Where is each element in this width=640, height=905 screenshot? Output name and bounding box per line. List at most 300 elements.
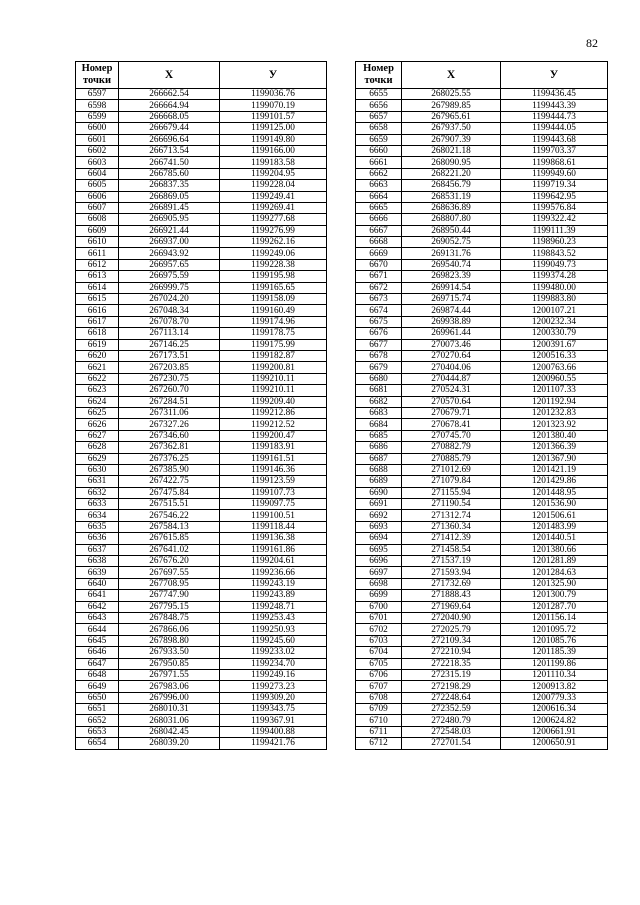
table-row [356, 612, 608, 623]
cell-point-number: 6662 [356, 168, 402, 179]
cell-point-number: 6601 [76, 134, 119, 145]
table-row [76, 681, 327, 692]
cell-point-number: 6624 [76, 396, 119, 407]
cell-y: 1198843.52 [501, 248, 608, 259]
cell-point-number: 6680 [356, 373, 402, 384]
cell-point-number: 6676 [356, 328, 402, 339]
cell-y: 1199322.42 [501, 214, 608, 225]
table-row [76, 407, 327, 418]
cell-y: 1199400.88 [220, 726, 327, 737]
cell-x: 266957.65 [119, 259, 220, 270]
cell-y: 1199070.19 [220, 100, 327, 111]
table-row [76, 692, 327, 703]
cell-y: 1200661.91 [501, 726, 608, 737]
cell-y: 1199175.99 [220, 339, 327, 350]
cell-point-number: 6599 [76, 111, 119, 122]
cell-x: 272548.03 [402, 726, 501, 737]
cell-x: 267983.06 [119, 681, 220, 692]
cell-x: 267376.25 [119, 453, 220, 464]
cell-x: 268010.31 [119, 704, 220, 715]
cell-point-number: 6655 [356, 89, 402, 100]
cell-x: 267546.22 [119, 510, 220, 521]
cell-x: 268025.55 [402, 89, 501, 100]
cell-x: 272025.79 [402, 624, 501, 635]
cell-x: 269540.74 [402, 259, 501, 270]
cell-y: 1199107.73 [220, 487, 327, 498]
cell-x: 267203.85 [119, 362, 220, 373]
table-row [356, 544, 608, 555]
table-row [356, 464, 608, 475]
table-row [76, 590, 327, 601]
table-row [76, 259, 327, 270]
table-row [356, 100, 608, 111]
cell-y: 1199343.75 [220, 704, 327, 715]
cell-x: 266999.75 [119, 282, 220, 293]
cell-point-number: 6646 [76, 647, 119, 658]
table-row [356, 658, 608, 669]
cell-y: 1199309.20 [220, 692, 327, 703]
table-row [76, 339, 327, 350]
cell-point-number: 6700 [356, 601, 402, 612]
table-row [76, 168, 327, 179]
cell-y: 1201536.90 [501, 499, 608, 510]
table-row [76, 350, 327, 361]
cell-x: 272040.90 [402, 612, 501, 623]
table-row [356, 499, 608, 510]
cell-x: 267515.51 [119, 499, 220, 510]
cell-point-number: 6627 [76, 430, 119, 441]
cell-x: 270679.71 [402, 407, 501, 418]
table-row [356, 442, 608, 453]
table-row [76, 715, 327, 726]
cell-x: 271312.74 [402, 510, 501, 521]
table-row [356, 635, 608, 646]
cell-point-number: 6669 [356, 248, 402, 259]
cell-point-number: 6609 [76, 225, 119, 236]
cell-y: 1201284.63 [501, 567, 608, 578]
header-x: X [402, 62, 501, 89]
table-row [76, 578, 327, 589]
cell-y: 1200913.82 [501, 681, 608, 692]
table-row [76, 453, 327, 464]
table-row [356, 362, 608, 373]
cell-x: 266664.94 [119, 100, 220, 111]
cell-y: 1199249.06 [220, 248, 327, 259]
table-row [76, 635, 327, 646]
cell-point-number: 6704 [356, 647, 402, 658]
cell-point-number: 6694 [356, 533, 402, 544]
cell-x: 267078.70 [119, 316, 220, 327]
cell-x: 268636.89 [402, 202, 501, 213]
cell-point-number: 6702 [356, 624, 402, 635]
cell-point-number: 6661 [356, 157, 402, 168]
cell-x: 271969.64 [402, 601, 501, 612]
cell-x: 268031.06 [119, 715, 220, 726]
cell-x: 267048.34 [119, 305, 220, 316]
cell-point-number: 6630 [76, 464, 119, 475]
cell-y: 1199228.04 [220, 180, 327, 191]
cell-y: 1199100.51 [220, 510, 327, 521]
table-row [76, 134, 327, 145]
cell-x: 268090.95 [402, 157, 501, 168]
cell-y: 1201440.51 [501, 533, 608, 544]
cell-x: 267950.85 [119, 658, 220, 669]
cell-point-number: 6678 [356, 350, 402, 361]
table-row [356, 316, 608, 327]
cell-y: 1199248.71 [220, 601, 327, 612]
cell-x: 270444.87 [402, 373, 501, 384]
cell-point-number: 6632 [76, 487, 119, 498]
cell-point-number: 6617 [76, 316, 119, 327]
cell-x: 267362.81 [119, 442, 220, 453]
cell-point-number: 6682 [356, 396, 402, 407]
table-row [76, 624, 327, 635]
cell-x: 266662.54 [119, 89, 220, 100]
cell-x: 266713.54 [119, 145, 220, 156]
table-row [356, 533, 608, 544]
table-row [356, 453, 608, 464]
cell-point-number: 6614 [76, 282, 119, 293]
cell-point-number: 6628 [76, 442, 119, 453]
cell-x: 272198.29 [402, 681, 501, 692]
cell-x: 267866.06 [119, 624, 220, 635]
cell-y: 1199480.00 [501, 282, 608, 293]
cell-x: 268021.18 [402, 145, 501, 156]
cell-y: 1201366.39 [501, 442, 608, 453]
cell-point-number: 6711 [356, 726, 402, 737]
cell-x: 270678.41 [402, 419, 501, 430]
cell-point-number: 6664 [356, 191, 402, 202]
table-row [356, 590, 608, 601]
cell-x: 269715.74 [402, 294, 501, 305]
cell-y: 1201095.72 [501, 624, 608, 635]
cell-point-number: 6692 [356, 510, 402, 521]
cell-x: 266869.05 [119, 191, 220, 202]
table-row [76, 442, 327, 453]
table-row [76, 362, 327, 373]
cell-x: 266975.59 [119, 271, 220, 282]
table-row [76, 669, 327, 680]
cell-point-number: 6639 [76, 567, 119, 578]
cell-point-number: 6625 [76, 407, 119, 418]
cell-x: 268456.79 [402, 180, 501, 191]
cell-point-number: 6684 [356, 419, 402, 430]
table-row [76, 556, 327, 567]
cell-y: 1199101.57 [220, 111, 327, 122]
cell-y: 1201281.89 [501, 556, 608, 567]
cell-y: 1199703.37 [501, 145, 608, 156]
cell-y: 1199443.68 [501, 134, 608, 145]
cell-point-number: 6691 [356, 499, 402, 510]
cell-y: 1200391.67 [501, 339, 608, 350]
cell-point-number: 6605 [76, 180, 119, 191]
cell-x: 267708.95 [119, 578, 220, 589]
cell-point-number: 6693 [356, 521, 402, 532]
table-row [356, 202, 608, 213]
cell-x: 267641.02 [119, 544, 220, 555]
cell-y: 1199049.73 [501, 259, 608, 270]
cell-y: 1199262.16 [220, 237, 327, 248]
table-row [356, 385, 608, 396]
cell-y: 1200779.33 [501, 692, 608, 703]
cell-y: 1199436.45 [501, 89, 608, 100]
cell-x: 271012.69 [402, 464, 501, 475]
table-row [356, 157, 608, 168]
table-row [76, 738, 327, 749]
cell-x: 266668.05 [119, 111, 220, 122]
cell-y: 1199165.65 [220, 282, 327, 293]
table-row [76, 373, 327, 384]
cell-x: 267346.60 [119, 430, 220, 441]
cell-x: 267676.20 [119, 556, 220, 567]
cell-x: 270745.70 [402, 430, 501, 441]
header-point-number: Номер точки [76, 62, 119, 89]
cell-y: 1201192.94 [501, 396, 608, 407]
cell-x: 272480.79 [402, 715, 501, 726]
table-header-row [76, 62, 327, 89]
cell-x: 266905.95 [119, 214, 220, 225]
page-number: 82 [586, 36, 598, 50]
cell-x: 271412.39 [402, 533, 501, 544]
cell-point-number: 6683 [356, 407, 402, 418]
cell-x: 267965.61 [402, 111, 501, 122]
cell-y: 1199174.96 [220, 316, 327, 327]
cell-y: 1201380.40 [501, 430, 608, 441]
cell-y: 1201325.90 [501, 578, 608, 589]
cell-point-number: 6695 [356, 544, 402, 555]
cell-point-number: 6618 [76, 328, 119, 339]
cell-x: 267284.51 [119, 396, 220, 407]
cell-y: 1198960.23 [501, 237, 608, 248]
table-row [76, 191, 327, 202]
cell-point-number: 6707 [356, 681, 402, 692]
cell-point-number: 6675 [356, 316, 402, 327]
cell-point-number: 6660 [356, 145, 402, 156]
table-row [356, 692, 608, 703]
cell-point-number: 6634 [76, 510, 119, 521]
cell-y: 1199204.95 [220, 168, 327, 179]
cell-point-number: 6649 [76, 681, 119, 692]
cell-point-number: 6699 [356, 590, 402, 601]
table-row [356, 111, 608, 122]
cell-y: 1199212.52 [220, 419, 327, 430]
cell-point-number: 6612 [76, 259, 119, 270]
cell-point-number: 6597 [76, 89, 119, 100]
cell-point-number: 6703 [356, 635, 402, 646]
table-row [356, 168, 608, 179]
cell-x: 267697.55 [119, 567, 220, 578]
cell-x: 267898.80 [119, 635, 220, 646]
table-row [356, 476, 608, 487]
table-row [76, 726, 327, 737]
table-row [356, 715, 608, 726]
cell-y: 1200650.91 [501, 738, 608, 749]
cell-y: 1199444.73 [501, 111, 608, 122]
cell-x: 267907.39 [402, 134, 501, 145]
table-row [76, 601, 327, 612]
cell-point-number: 6674 [356, 305, 402, 316]
table-row [356, 487, 608, 498]
table-row [76, 521, 327, 532]
cell-point-number: 6679 [356, 362, 402, 373]
cell-point-number: 6643 [76, 612, 119, 623]
cell-x: 267311.06 [119, 407, 220, 418]
cell-x: 271155.94 [402, 487, 501, 498]
cell-point-number: 6653 [76, 726, 119, 737]
cell-y: 1199269.41 [220, 202, 327, 213]
table-row [356, 248, 608, 259]
cell-point-number: 6712 [356, 738, 402, 749]
table-row [76, 157, 327, 168]
cell-y: 1199243.89 [220, 590, 327, 601]
cell-y: 1199146.36 [220, 464, 327, 475]
cell-x: 266937.00 [119, 237, 220, 248]
cell-point-number: 6709 [356, 704, 402, 715]
cell-x: 270882.79 [402, 442, 501, 453]
table-row [356, 396, 608, 407]
cell-point-number: 6672 [356, 282, 402, 293]
header-x: X [119, 62, 220, 89]
table-row [356, 726, 608, 737]
cell-x: 270570.64 [402, 396, 501, 407]
cell-y: 1199097.75 [220, 499, 327, 510]
table-row [76, 544, 327, 555]
cell-x: 267173.51 [119, 350, 220, 361]
cell-x: 269823.39 [402, 271, 501, 282]
cell-y: 1199166.00 [220, 145, 327, 156]
cell-x: 266891.45 [119, 202, 220, 213]
cell-y: 1199443.39 [501, 100, 608, 111]
cell-y: 1199200.47 [220, 430, 327, 441]
cell-y: 1199245.60 [220, 635, 327, 646]
table-row [356, 567, 608, 578]
cell-y: 1201429.86 [501, 476, 608, 487]
cell-point-number: 6631 [76, 476, 119, 487]
cell-point-number: 6671 [356, 271, 402, 282]
cell-y: 1200232.34 [501, 316, 608, 327]
cell-x: 266679.44 [119, 123, 220, 134]
cell-point-number: 6668 [356, 237, 402, 248]
cell-y: 1199277.68 [220, 214, 327, 225]
cell-point-number: 6644 [76, 624, 119, 635]
table-row [356, 294, 608, 305]
cell-x: 267795.15 [119, 601, 220, 612]
table-row [356, 339, 608, 350]
cell-x: 268221.20 [402, 168, 501, 179]
table-row [356, 647, 608, 658]
cell-y: 1199210.11 [220, 373, 327, 384]
table-row [356, 624, 608, 635]
cell-x: 267615.85 [119, 533, 220, 544]
cell-y: 1199125.00 [220, 123, 327, 134]
cell-y: 1201367.90 [501, 453, 608, 464]
cell-point-number: 6600 [76, 123, 119, 134]
cell-y: 1199182.87 [220, 350, 327, 361]
cell-point-number: 6696 [356, 556, 402, 567]
cell-y: 1199243.19 [220, 578, 327, 589]
cell-x: 271593.94 [402, 567, 501, 578]
cell-y: 1201199.86 [501, 658, 608, 669]
cell-y: 1200107.21 [501, 305, 608, 316]
table-row [356, 578, 608, 589]
table-row [76, 396, 327, 407]
table-row [356, 89, 608, 100]
cell-point-number: 6673 [356, 294, 402, 305]
cell-point-number: 6637 [76, 544, 119, 555]
table-row [76, 111, 327, 122]
cell-point-number: 6633 [76, 499, 119, 510]
cell-y: 1199250.93 [220, 624, 327, 635]
cell-y: 1200516.33 [501, 350, 608, 361]
cell-point-number: 6654 [76, 738, 119, 749]
cell-x: 272218.35 [402, 658, 501, 669]
cell-x: 272109.34 [402, 635, 501, 646]
cell-y: 1199210.11 [220, 385, 327, 396]
cell-x: 267933.50 [119, 647, 220, 658]
cell-point-number: 6636 [76, 533, 119, 544]
cell-x: 271190.54 [402, 499, 501, 510]
cell-y: 1201506.61 [501, 510, 608, 521]
cell-y: 1201421.19 [501, 464, 608, 475]
cell-x: 266741.50 [119, 157, 220, 168]
table-row [356, 350, 608, 361]
cell-x: 272210.94 [402, 647, 501, 658]
cell-x: 267260.70 [119, 385, 220, 396]
cell-y: 1199236.66 [220, 567, 327, 578]
header-y: У [501, 62, 608, 89]
table-row [76, 567, 327, 578]
table-row [76, 419, 327, 430]
cell-x: 267113.14 [119, 328, 220, 339]
cell-y: 1199367.91 [220, 715, 327, 726]
cell-point-number: 6659 [356, 134, 402, 145]
cell-y: 1199576.84 [501, 202, 608, 213]
cell-x: 271079.84 [402, 476, 501, 487]
cell-x: 266943.92 [119, 248, 220, 259]
cell-point-number: 6642 [76, 601, 119, 612]
cell-point-number: 6603 [76, 157, 119, 168]
cell-x: 269914.54 [402, 282, 501, 293]
table-row [76, 510, 327, 521]
cell-point-number: 6686 [356, 442, 402, 453]
cell-y: 1199195.98 [220, 271, 327, 282]
cell-point-number: 6685 [356, 430, 402, 441]
cell-x: 270524.31 [402, 385, 501, 396]
cell-y: 1199160.49 [220, 305, 327, 316]
table-row [76, 237, 327, 248]
cell-x: 267989.85 [402, 100, 501, 111]
cell-point-number: 6690 [356, 487, 402, 498]
cell-point-number: 6677 [356, 339, 402, 350]
table-row [76, 658, 327, 669]
cell-point-number: 6640 [76, 578, 119, 589]
cell-point-number: 6650 [76, 692, 119, 703]
cell-y: 1199183.58 [220, 157, 327, 168]
cell-point-number: 6681 [356, 385, 402, 396]
cell-y: 1199158.09 [220, 294, 327, 305]
cell-x: 272248.64 [402, 692, 501, 703]
table-row [76, 464, 327, 475]
table-row [76, 100, 327, 111]
cell-point-number: 6610 [76, 237, 119, 248]
table-row [76, 476, 327, 487]
table-row [356, 271, 608, 282]
cell-point-number: 6608 [76, 214, 119, 225]
cell-point-number: 6616 [76, 305, 119, 316]
cell-point-number: 6622 [76, 373, 119, 384]
table-row [356, 373, 608, 384]
table-row [76, 271, 327, 282]
